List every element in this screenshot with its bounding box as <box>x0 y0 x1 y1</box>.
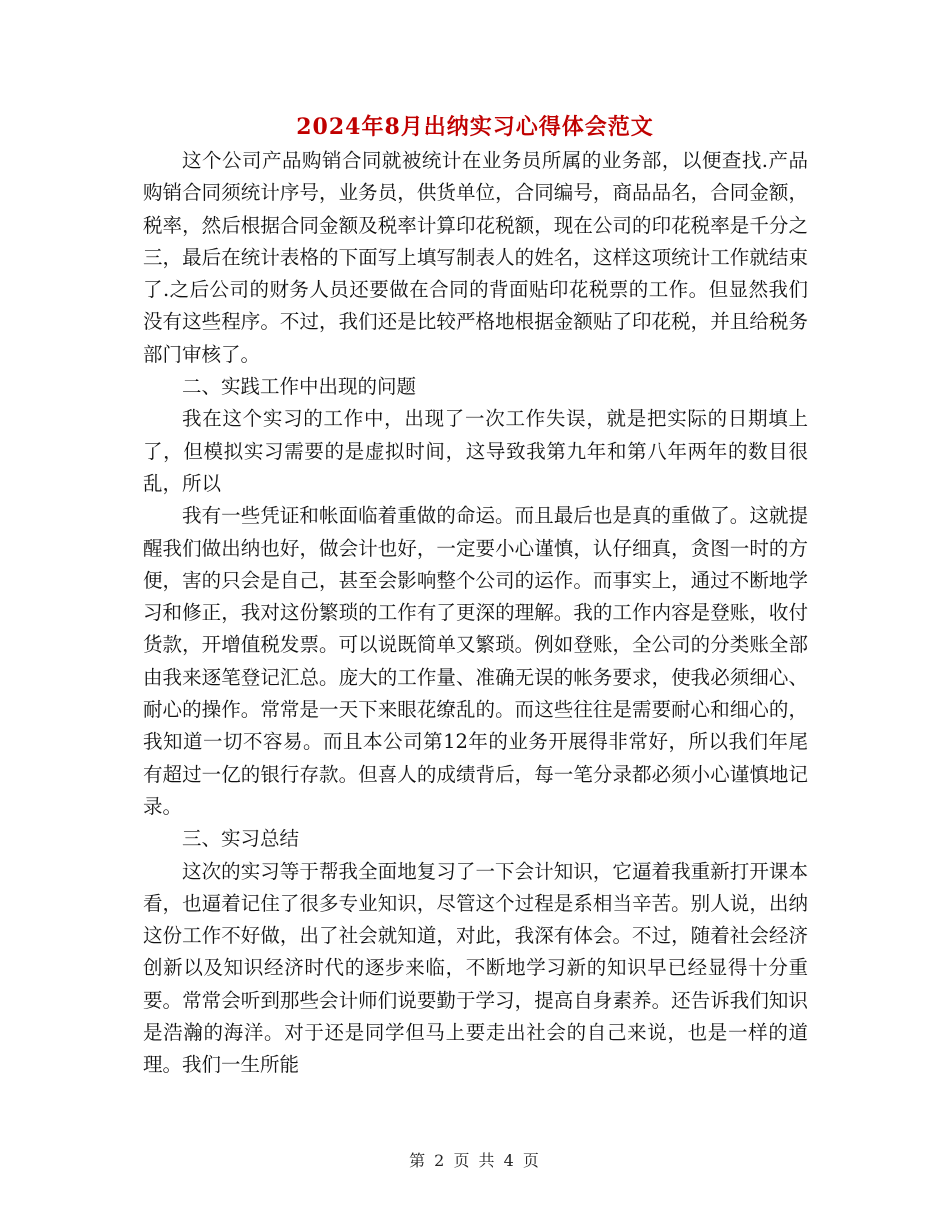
document-title: 2024年8月出纳实习心得体会范文 <box>296 114 654 140</box>
heading-internship-summary: 三、实习总结 <box>182 827 300 851</box>
document-body <box>143 145 808 1082</box>
paragraph-work-mistake: 我在这个实习的工作中，出现了一次工作失误，就是把实际的日期填上了，但模拟实习需要的是虚拟时间，这导致我第九年和第八年两年的数目很乱，所以 <box>143 407 808 495</box>
page-number-footer <box>0 1150 950 1172</box>
paragraph-summary: 这次的实习等于帮我全面地复习了一下会计知识，它逼着我重新打开课本看，也逼着记住了很多专业知识，尽管这个过程是系相当辛苦。别人说，出纳这份工作不好做，出了社会就知道，对此，我深有体会。不过，随着社会经济创新以及知识经济时代的逐步来临，不断地学习新的知识早已经显得十分重要。常常会听到那些会计师们说要勤于学习，提高自身素养。还告诉我们知识是浩瀚的海洋。对于还是同学但马上要走出社会的自己来说，也是一样的道理。我们一生所能 <box>143 859 808 1077</box>
page-number-label: 第 2 页 共 4 页 <box>409 1151 541 1170</box>
heading-practice-problems: 二、实践工作中出现的问题 <box>182 375 417 399</box>
paragraph-contract-stats: 这个公司产品购销合同就被统计在业务员所属的业务部，以便查找.产品购销合同须统计序号，业务员，供货单位，合同编号，商品品名，合同金额，税率，然后根据合同金额及税率计算印花税额，现在公司的印花税率是千分之三，最后在统计表格的下面写上填写制表人的姓名，这样这项统计工作就结束了.之后公司的财务人员还要做在合同的背面贴印花税票的工作。但显然我们没有这些程序。不过，我们还是比较严格地根据金额贴了印花税，并且给税务部门审核了。 <box>143 149 808 366</box>
paragraph-redo-lesson: 我有一些凭证和帐面临着重做的命运。而且最后也是真的重做了。这就提醒我们做出纳也好，做会计也好，一定要小心谨慎，认仔细真，贪图一时的方便，害的只会是自己，甚至会影响整个公司的运作。而事实上，通过不断地学习和修正，我对这份繁琐的工作有了更深的理解。我的工作内容是登账，收付货款，开增值税发票。可以说既简单又繁琐。例如登账，全公司的分类账全部由我来逐笔登记汇总。庞大的工作量、准确无误的帐务要求，使我必须细心、耐心的操作。常常是一天下来眼花缭乱的。而这些往往是需要耐心和细心的，我知道一切不容易。而且本公司第12年的业务开展得非常好，所以我们年尾有超过一亿的银行存款。但喜人的成绩背后，每一笔分录都必须小心谨慎地记录。 <box>143 504 808 818</box>
